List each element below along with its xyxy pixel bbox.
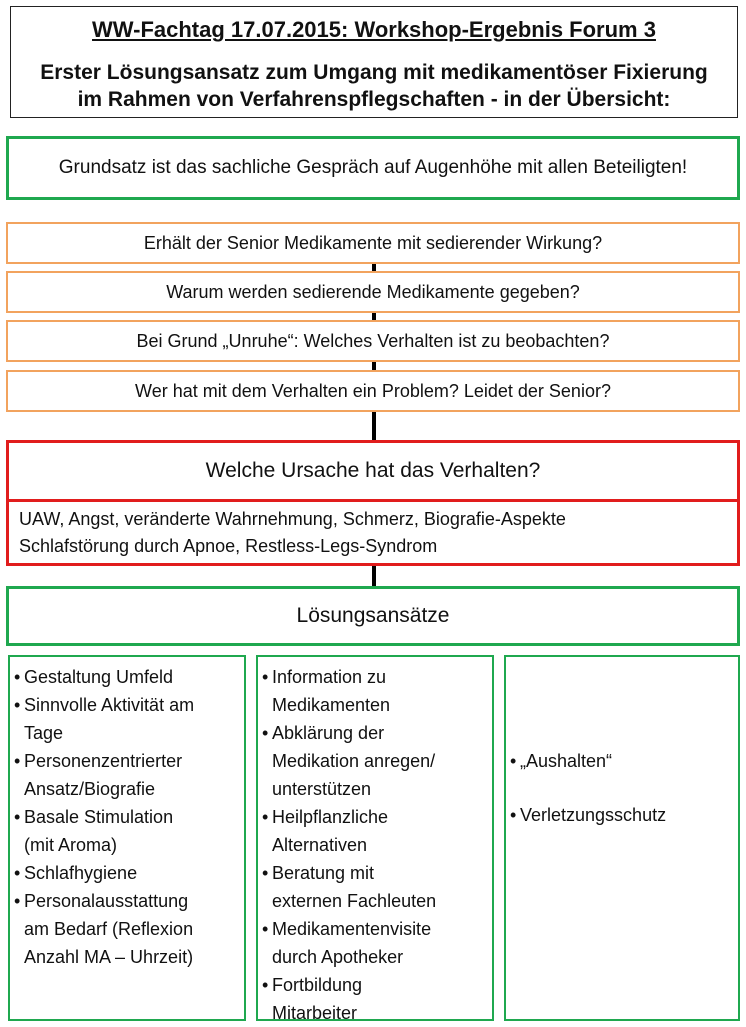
cause-heading-box [6, 440, 740, 502]
list-item-continuation: Medikamenten [272, 695, 391, 715]
bullet: • [262, 667, 269, 687]
solutions-heading-box [6, 586, 740, 646]
list-item-continuation: Tage [24, 723, 64, 743]
list-item: • Information zu [262, 663, 488, 691]
list-item: • Sinnvolle Aktivität am [14, 691, 240, 719]
cause-heading: Welche Ursache hat das Verhalten? [205, 459, 541, 482]
bullet: • [14, 863, 21, 883]
solutions-column-1 [8, 655, 246, 1021]
list-item-continuation: Ansatz/Biografie [24, 779, 156, 799]
bullet: • [510, 751, 517, 771]
list-item-continuation: Anzahl MA – Uhrzeit) [24, 947, 194, 967]
subtitle-line-2: im Rahmen von Verfahrenspflegschaften - in der Übersicht: [77, 88, 671, 111]
bullet: • [14, 667, 21, 687]
page-title: WW-Fachtag 17.07.2015: Workshop-Ergebnis Forum 3 [92, 17, 656, 42]
subtitle-line-1: Erster Lösungsansatz zum Umgang mit medikamentöser Fixierung [40, 61, 708, 84]
solutions-heading: Lösungsansätze [296, 604, 450, 627]
list-item: • Gestaltung Umfeld [14, 663, 240, 691]
list-item: • Personenzentrierter [14, 747, 240, 775]
bullet: • [14, 891, 21, 911]
principle-text: Grundsatz ist das sachliche Gespräch auf Augenhöhe mit allen Beteiligten! [58, 157, 688, 178]
question-box-3 [6, 320, 740, 362]
list-item-continuation: Mitarbeiter [272, 1003, 358, 1023]
question-text: Warum werden sedierende Medikamente gegeben? [166, 281, 580, 302]
bullet: • [262, 807, 269, 827]
solutions-column-2 [256, 655, 494, 1021]
question-text: Bei Grund „Unruhe“: Welches Verhalten ist zu beobachten? [136, 330, 610, 351]
bullet: • [510, 805, 517, 825]
principle-box [6, 136, 740, 200]
bullet: • [262, 863, 269, 883]
question-text: Erhält der Senior Medikamente mit sedierender Wirkung? [143, 232, 603, 253]
list-item-continuation: unterstützen [272, 779, 372, 799]
question-box-2 [6, 271, 740, 313]
list-item: • Heilpflanzliche [262, 803, 488, 831]
list-item: • Verletzungsschutz [510, 801, 734, 829]
bullet: • [14, 751, 21, 771]
page-subtitle [11, 59, 737, 113]
cause-line-2: Schlafstörung durch Apnoe, Restless-Legs-Syndrom [19, 536, 438, 556]
list-item: • Basale Stimulation [14, 803, 240, 831]
title-box [10, 6, 738, 118]
bullet: • [262, 975, 269, 995]
list-item-continuation: Medikation anregen/ [272, 751, 436, 771]
bullet: • [262, 723, 269, 743]
list-item-continuation: am Bedarf (Reflexion [24, 919, 194, 939]
question-text: Wer hat mit dem Verhalten ein Problem? Leidet der Senior? [135, 380, 611, 401]
list-item: • Personalausstattung [14, 887, 240, 915]
list-item: • Schlafhygiene [14, 859, 240, 887]
bullet: • [14, 695, 21, 715]
list-item: • Beratung mit [262, 859, 488, 887]
question-box-1 [6, 222, 740, 264]
list-item-continuation: durch Apotheker [272, 947, 404, 967]
solutions-column-3 [504, 655, 740, 1021]
cause-list-box [6, 502, 740, 566]
list-item: • Abklärung der [262, 719, 488, 747]
list-item: • Fortbildung [262, 971, 488, 999]
list-item: • Medikamentenvisite [262, 915, 488, 943]
list-item-continuation: externen Fachleuten [272, 891, 437, 911]
list-item-continuation: (mit Aroma) [24, 835, 118, 855]
bullet: • [262, 919, 269, 939]
bullet: • [14, 807, 21, 827]
cause-line-1: UAW, Angst, veränderte Wahrnehmung, Schmerz, Biografie-Aspekte [19, 509, 566, 529]
list-item-continuation: Alternativen [272, 835, 368, 855]
question-box-4 [6, 370, 740, 412]
list-item: • „Aushalten“ [510, 747, 734, 775]
